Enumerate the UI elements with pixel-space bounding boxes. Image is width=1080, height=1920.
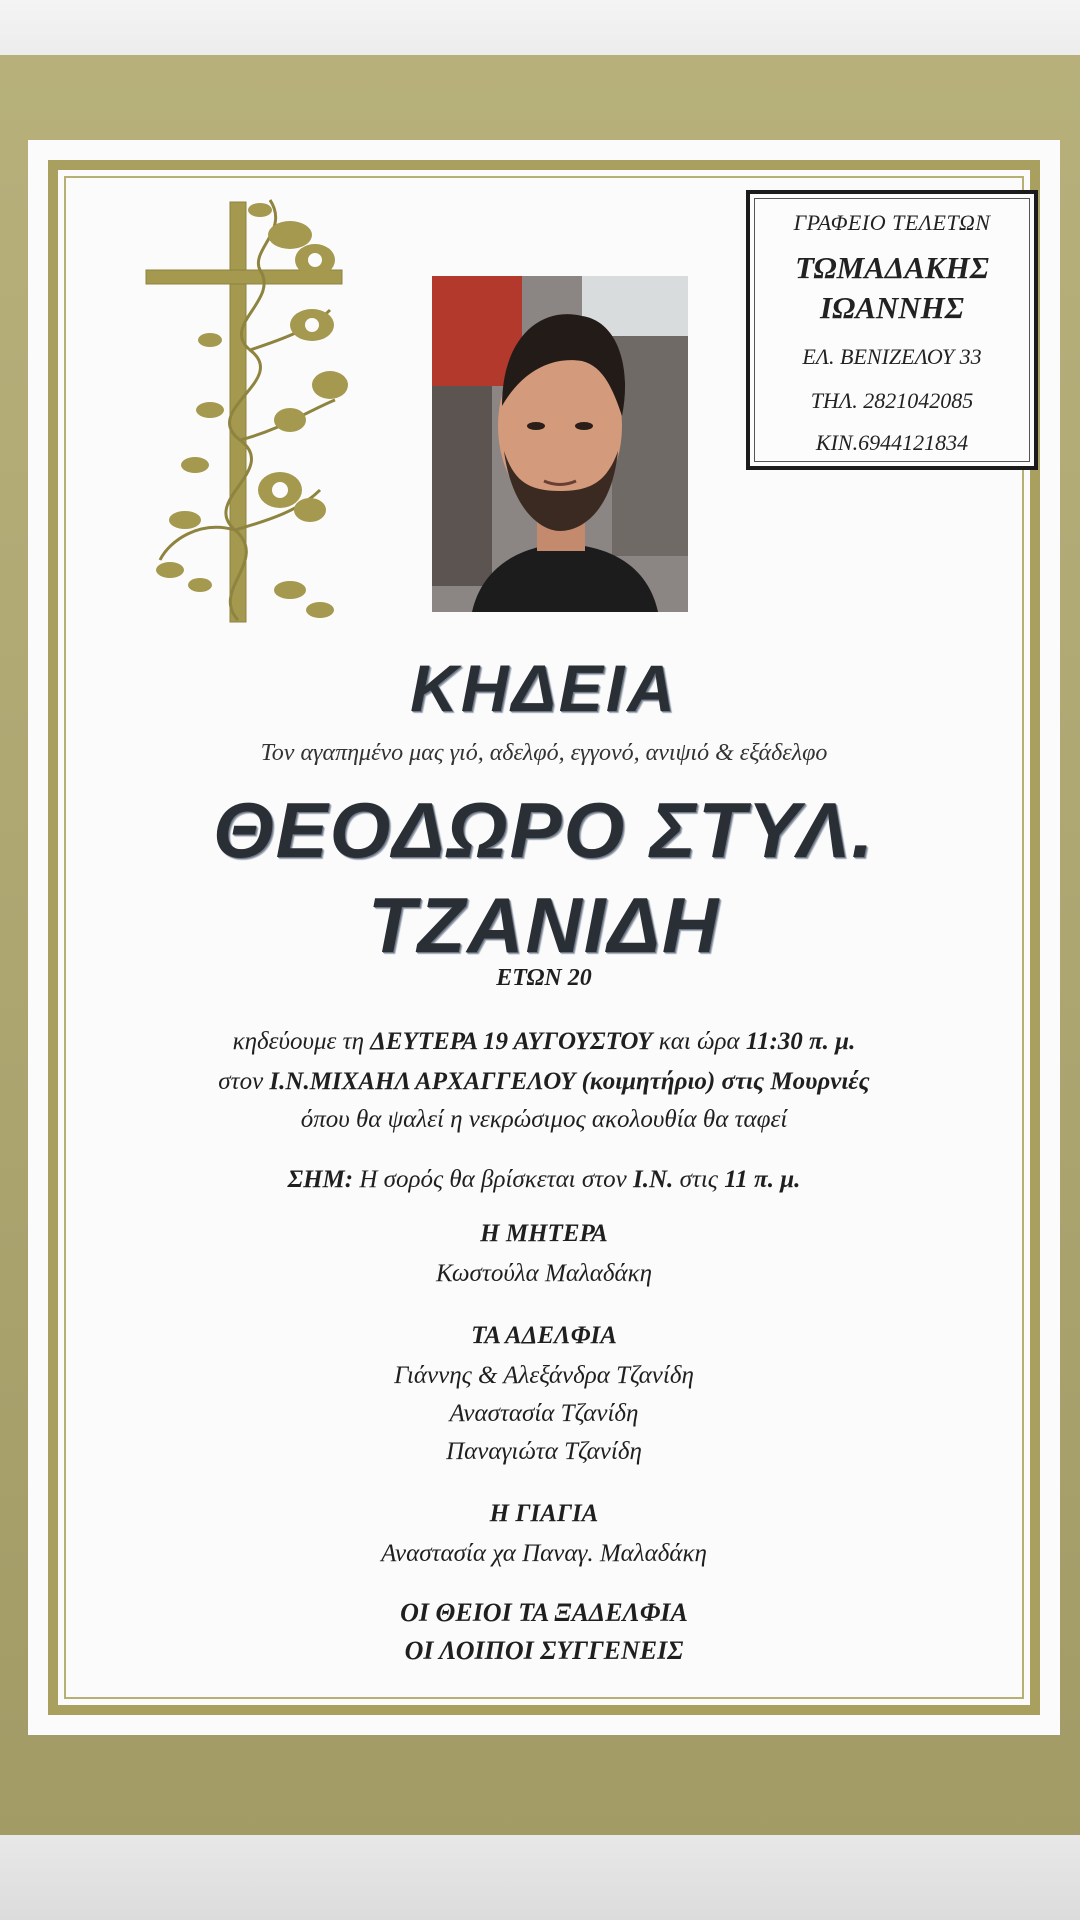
service-line-1-a: κηδεύουμε τη	[232, 1028, 371, 1055]
note-label: ΣΗΜ:	[287, 1166, 354, 1193]
notice-intro: Τον αγαπημένο μας γιό, αδελφό, εγγονό, ανιψιό & εξάδελφο	[260, 740, 828, 766]
sibling-item: Αναστασία Τζανίδη	[449, 1400, 639, 1427]
service-line-3: όπου θα ψαλεί η νεκρώσιμος ακολουθία θα ταφεί	[300, 1106, 788, 1133]
service-line-2-a: στον	[218, 1068, 270, 1095]
sibling-item: Παναγιώτα Τζανίδη	[446, 1438, 642, 1465]
paper-top-edge	[0, 0, 1080, 60]
service-line-2	[64, 1068, 1024, 1096]
portrait-photo	[432, 276, 688, 612]
service-line-1-b: και ώρα	[652, 1028, 746, 1055]
note-text: Η σορός θα βρίσκεται στον	[353, 1166, 634, 1193]
deceased-age: ΕΤΩΝ 20	[496, 965, 592, 991]
deceased-name-line2: ΤΖΑΝΙΔΗ	[367, 881, 721, 969]
note-time: 11 π. μ.	[724, 1166, 801, 1193]
funeral-home-label: ΓΡΑΦΕΙΟ ΤΕΛΕΤΩΝ	[793, 210, 991, 235]
funeral-home-name-line2: ΙΩΑΝΝΗΣ	[820, 290, 964, 325]
cross-ornament-icon	[140, 190, 420, 640]
service-day: ΔΕΥΤΕΡΑ 19 ΑΥΓΟΥΣΤΟΥ	[370, 1028, 653, 1055]
funeral-home-box	[746, 190, 1038, 470]
funeral-home-address: ΕΛ. ΒΕΝΙΖΕΛΟΥ 33	[802, 344, 982, 369]
deceased-name-line1: ΘΕΟΔΩΡΟ ΣΤΥΛ.	[212, 786, 876, 874]
note-place: Ι.Ν.	[633, 1166, 674, 1193]
service-line-1	[64, 1028, 1024, 1056]
funeral-home-mobile: ΚΙΝ.6944121834	[815, 430, 969, 455]
sibling-item: Γιάννης & Αλεξάνδρα Τζανίδη	[394, 1362, 694, 1389]
service-time: 11:30 π. μ.	[745, 1028, 856, 1055]
mother-name: Κωστούλα Μαλαδάκη	[435, 1260, 653, 1287]
note-text-2: στις	[673, 1166, 725, 1193]
siblings-heading: ΤΑ ΑΔΕΛΦΙΑ	[471, 1322, 617, 1349]
mother-heading: Η ΜΗΤΕΡΑ	[480, 1220, 608, 1247]
service-note	[64, 1166, 1024, 1194]
grandmother-name: Αναστασία χα Παναγ. Μαλαδάκη	[381, 1540, 707, 1567]
grandmother-heading: Η ΓΙΑΓΙΑ	[489, 1500, 599, 1527]
service-church: Ι.Ν.ΜΙΧΑΗΛ ΑΡΧΑΓΓΕΛΟΥ (κοιμητήριο) στις Μουρνιές	[269, 1068, 870, 1095]
relatives-line-1: ΟΙ ΘΕΙΟΙ ΤΑ ΞΑΔΕΛΦΙΑ	[400, 1598, 688, 1627]
funeral-home-box-inner	[754, 198, 1030, 462]
notice-title: ΚΗΔΕΙΑ	[410, 651, 678, 725]
paper-bottom-edge	[0, 1835, 1080, 1920]
funeral-home-phone: ΤΗΛ. 2821042085	[810, 388, 974, 413]
relatives-line-2: ΟΙ ΛΟΙΠΟΙ ΣΥΓΓΕΝΕΙΣ	[404, 1636, 684, 1665]
funeral-home-name-line1: ΤΩΜΑΔΑΚΗΣ	[795, 250, 989, 285]
